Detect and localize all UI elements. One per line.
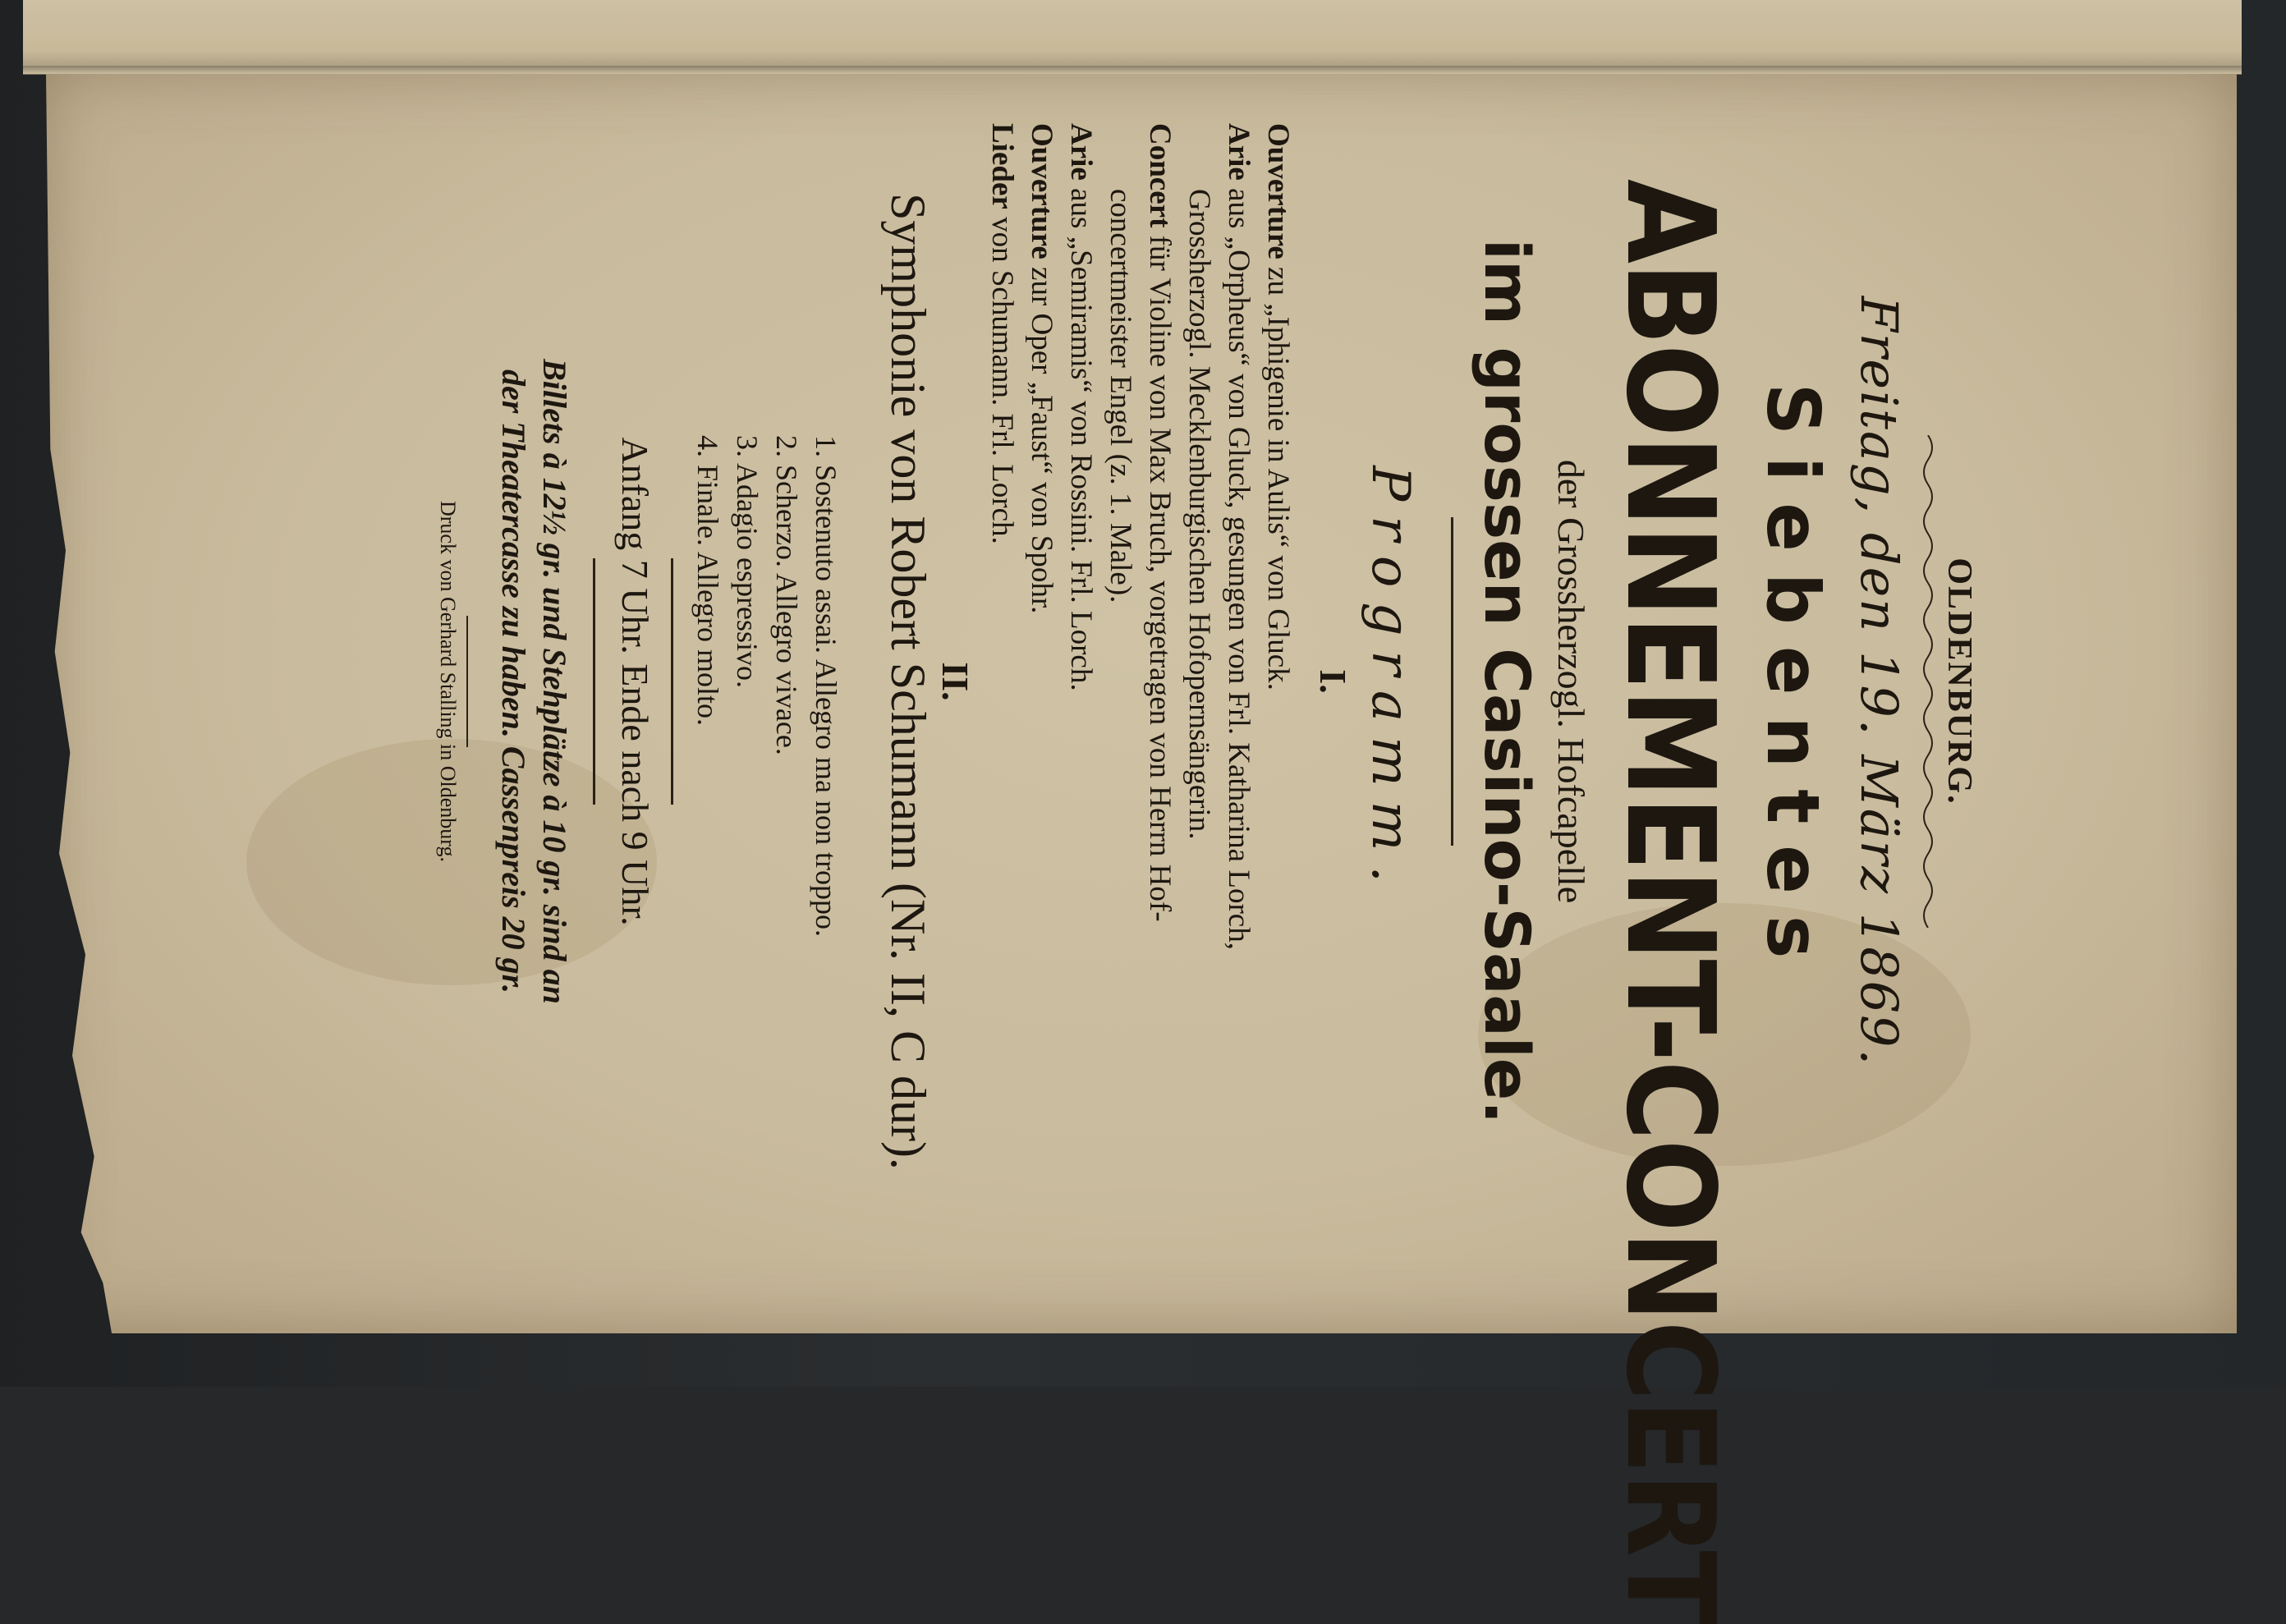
ornament-wave-icon: [1920, 435, 1936, 928]
movement-item: 2. Scherzo. Allegro vivace.: [770, 435, 803, 755]
paper-top-edge: [23, 0, 2242, 75]
movement-item: 3. Adagio espressivo.: [731, 435, 764, 688]
symphony-title: Symphonie von Robert Schumann (Nr. II, C dur).: [881, 193, 935, 1170]
concert-title: ABONNEMENT-CONCERT: [1600, 179, 1741, 1624]
programme-item: concertmeister Engel (z. 1. Male).: [1104, 189, 1137, 603]
part-one-list: [982, 123, 1297, 1240]
programme-item: Lieder von Schumann. Frl. Lorch.: [985, 123, 1019, 544]
programme-item: Ouverture zu „Iphigenie in Aulis“ von Gluck.: [1261, 123, 1295, 690]
programme-item: Ouverture zur Oper „Faust“ von Spohr.: [1025, 123, 1058, 614]
divider: [466, 616, 468, 747]
printer-credit: Druck von Gerhard Stalling in Oldenburg.: [436, 501, 460, 862]
divider: [671, 558, 673, 805]
orchestra-name: der Grossherzogl. Hofcapelle: [1550, 459, 1592, 904]
city-heading: OLDENBURG.: [1940, 557, 1978, 805]
movement-item: 4. Finale. Allegro molto.: [691, 435, 724, 726]
part-one-numeral: I.: [1312, 669, 1354, 694]
programme-item: Concert für Violine von Max Bruch, vorgetragen von Herrn Hof-: [1143, 123, 1177, 922]
programme-item: Grossherzogl. Mecklenburgischen Hofopernsängerin.: [1182, 189, 1216, 840]
programme-item: Arie aus „Semiramis“ von Rossini. Frl. Lorch.: [1064, 123, 1098, 691]
concert-date: Freitag, den 19. März 1869.: [1849, 296, 1909, 1067]
venue: im grossen Casino-Saale.: [1471, 238, 1544, 1125]
movement-list: [688, 435, 846, 1174]
part-two-numeral: II.: [934, 662, 976, 701]
ticket-info: [493, 123, 575, 1240]
programme-heading: Programm.: [1360, 466, 1421, 897]
paper-fold: [23, 66, 2242, 74]
ticket-line: Billets à 12½ gr. und Stehplätze à 10 gr. sind an: [536, 359, 573, 1004]
programme-item: Arie aus „Orpheus“ von Gluck, gesungen von Frl. Katharina Lorch,: [1222, 123, 1255, 950]
poster-print: [370, 123, 1979, 1624]
divider: [1451, 517, 1453, 846]
movement-item: 1. Sostenuto assai. Allegro ma non troppo.: [810, 435, 842, 937]
ticket-line: der Theatercasse zu haben. Cassenpreis 20 gr.: [495, 369, 532, 994]
divider: [593, 558, 595, 805]
concert-times: Anfang 7 Uhr. Ende nach 9 Uhr.: [614, 437, 656, 926]
concert-ordinal: Siebentes: [1751, 383, 1835, 980]
